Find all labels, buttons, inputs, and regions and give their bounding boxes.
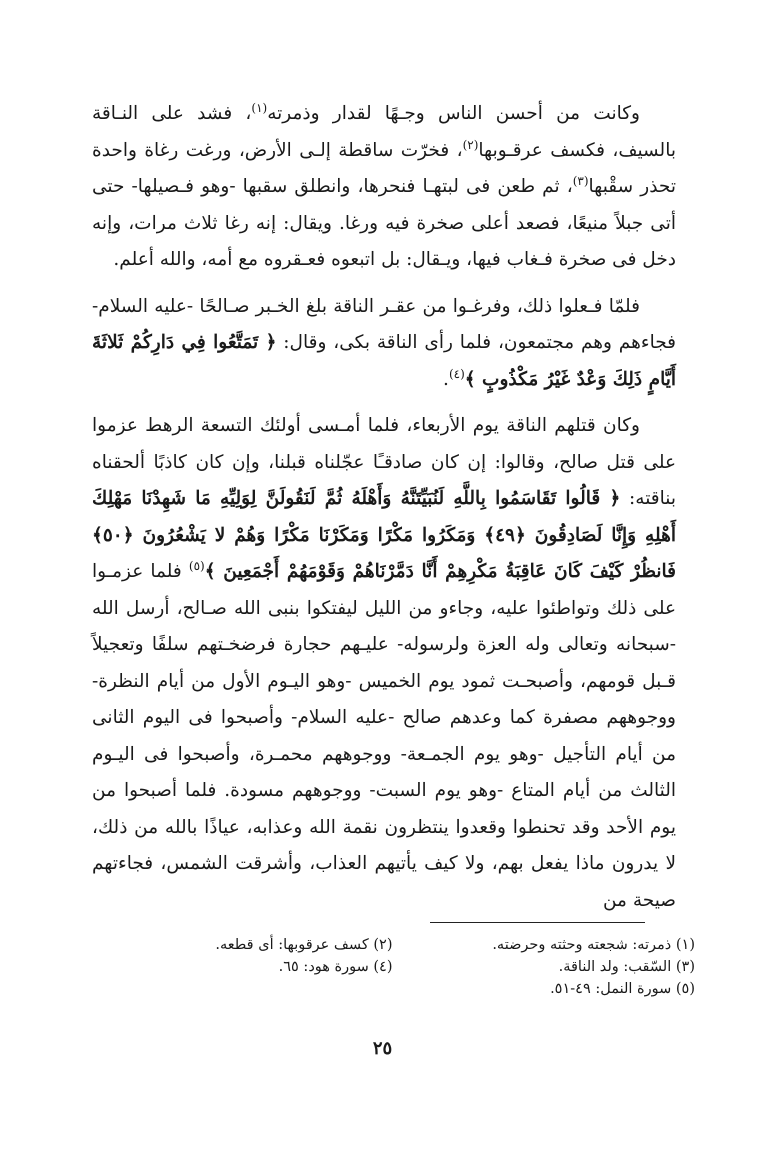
footnotes bbox=[150, 934, 695, 1000]
footnotes-right-column bbox=[453, 934, 696, 1000]
paragraph-2 bbox=[92, 289, 676, 399]
footnote-2: (٢) كسف عرقوبها: أى قطعه. bbox=[215, 937, 393, 953]
footnote-separator bbox=[0, 922, 765, 923]
text-run: فلما عزمـوا على ذلك وتواطئوا عليه، وجاءو من الليل ليفتكوا بنبى الله صـالح، أرسل الله -سبحانه وتعالى وله العزة ولرسوله- عليـهم حجارة فرضخـتهم سلفًا وتعجيلاً قـبل قومهم، وأصبحـت ثمود يوم الخميس -وهو اليـوم الأول من أيام النظرة- ووجوههم مصفرة كما وعدهم صالح -عليه السلام- وأصبحوا فى اليوم الثانى من أيام التأجيل -وهو يوم الجمـعة- ووجوههم محمـرة، وأصبحوا فى اليـوم الثالث من أيام المتاع -وهو يوم السبت- ووجوههم مسودة. فلما أصبحوا من يوم الأحد وقد تحنطوا وقعدوا ينتظرون نقمة الله وعذابه، عياذًا بالله من ذلك، لا يدرون ماذا يفعل بهم، ولا كيف يأتيهم العذاب، وأشرقت الشمس، فجاءتهم صيحة من bbox=[92, 561, 676, 911]
footnote-ref: (٢) bbox=[462, 137, 479, 152]
main-text bbox=[92, 96, 676, 929]
text-run: فلمّا فـعلوا ذلك، وفرغـوا من عقـر الناقة بلغ الخـبر صـالحًا -عليه السلام- فجاءهم وهم مجتمعون، فلما رأى الناقة بكى، وقال: bbox=[92, 295, 676, 353]
text-run: ، فخرّت ساقطة إلـى الأرض، ورغت رغاة واحدة تحذر سقْبها bbox=[92, 139, 676, 197]
footnote-5: (٥) سورة النمل: ٤٩-٥١. bbox=[550, 981, 695, 997]
separator-line bbox=[430, 922, 645, 923]
footnote-1: (١) ذمرته: شجعته وحثته وحرضته. bbox=[492, 937, 695, 953]
text-run: ، ثم طعن فى لبتهـا فنحرها، وانطلق سقبها -وهو فـصيلها- حتى أتى جبلاً منيعًا، فصعد أعلى صخرة فيه ورغا. ويقال: إنه رغا ثلاث مرات، وإنه دخل فى صخرة فـغاب فيها، ويـقال: بل اتبعوه فعـقروه مع أمه، والله أعلم. bbox=[92, 176, 676, 270]
page-number: ٢٥ bbox=[372, 1038, 393, 1059]
quran-verse: ﴿ قَالُوا تَقَاسَمُوا بِاللَّهِ لَنُبَيِّتَنَّهُ وَأَهْلَهُ ثُمَّ لَنَقُولَنَّ لِوَلِيِّهِ مَا شَهِدْنَا مَهْلِكَ أَهْلِهِ وَإِنَّا لَصَادِقُونَ ﴿٤٩﴾ وَمَكَرُوا مَكْرًا وَمَكَرْنَا مَكْرًا وَهُمْ لا يَشْعُرُونَ ﴿٥٠﴾ فَانظُرْ كَيْفَ كَانَ عَاقِبَةُ مَكْرِهِمْ أَنَّا دَمَّرْنَاهُمْ وَقَوْمَهُمْ أَجْمَعِينَ ﴾ bbox=[92, 488, 676, 582]
footnotes-left-column bbox=[150, 934, 453, 1000]
footnote-ref: (٣) bbox=[572, 173, 589, 188]
text-run: . bbox=[443, 368, 449, 390]
text-run: وكان قتلهم الناقة يوم الأربعاء، فلما أمـسى أولئك التسعة الرهط عزموا على قتل صالح، وقالوا: إن كان صادقـًا عجّلناه قبلنا، وإن كان كاذبًا ألحقناه بناقته: bbox=[92, 415, 676, 509]
quran-verse: ﴿ تَمَتَّعُوا فِي دَارِكُمْ ثَلاثَةَ أَيَّامٍ ذَلِكَ وَعْدٌ غَيْرُ مَكْذُوبٍ ﴾ bbox=[92, 332, 676, 390]
paragraph-1 bbox=[92, 96, 676, 279]
paragraph-3 bbox=[92, 408, 676, 919]
text-run: ، فشد على النـاقة بالسيف، فكسف عرقـوبها bbox=[92, 103, 676, 161]
footnote-3: (٣) السّقب: ولد الناقة. bbox=[558, 959, 695, 975]
footnote-ref: (١) bbox=[251, 100, 268, 115]
footnote-ref: (٤) bbox=[448, 366, 465, 381]
footnote-ref: (٥) bbox=[188, 558, 205, 573]
footnote-4: (٤) سورة هود: ٦٥. bbox=[278, 959, 393, 975]
text-run: وكانت من أحسن الناس وجـهًا لقدار وذمرته bbox=[267, 103, 640, 124]
